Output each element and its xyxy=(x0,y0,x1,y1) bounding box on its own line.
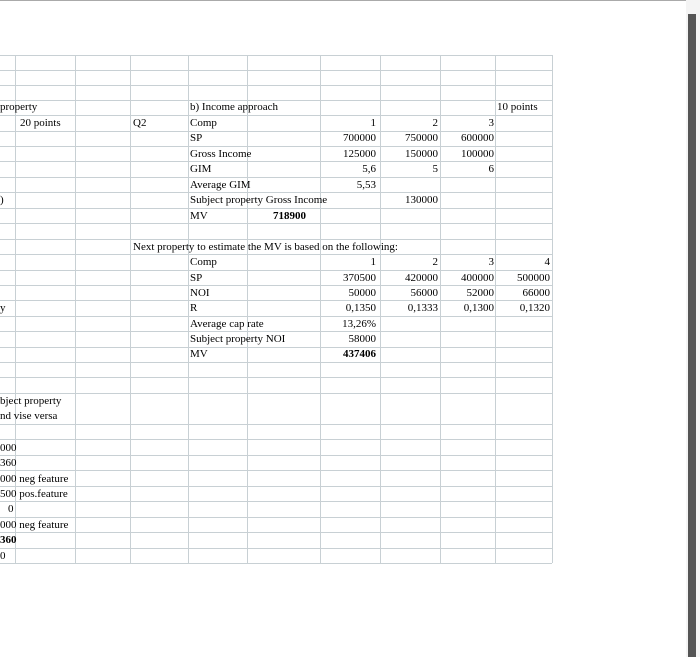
left-text-4: y xyxy=(0,302,6,314)
grid-row-line xyxy=(0,161,552,162)
gi-2: 150000 xyxy=(405,148,438,160)
np-comp-2: 2 xyxy=(432,256,438,268)
grid-row-line xyxy=(0,208,552,209)
np-comp-3: 3 xyxy=(488,256,494,268)
comp-1: 1 xyxy=(370,117,376,129)
grid-row-line xyxy=(0,300,552,301)
grid-row-line xyxy=(0,548,552,549)
grid-row-line xyxy=(0,70,552,71)
grid-row-line xyxy=(0,393,552,394)
grid-row-line xyxy=(0,270,552,271)
left-text-3: ) xyxy=(0,194,4,206)
grid-row-line xyxy=(0,85,552,86)
np-noi-4: 66000 xyxy=(522,287,550,299)
np-sp-2: 420000 xyxy=(405,272,438,284)
grid-row-line xyxy=(0,331,552,332)
grid-row-line xyxy=(0,347,552,348)
income-approach-header: b) Income approach xyxy=(190,101,278,113)
top-border xyxy=(0,0,688,1)
average-gim-label: Average GIM xyxy=(190,179,251,191)
left-text-13: 360 xyxy=(0,534,17,546)
grid-column-line xyxy=(75,55,76,563)
next-property-intro: Next property to estimate the MV is based on the following: xyxy=(133,241,398,253)
subject-gross-income-value: 130000 xyxy=(405,194,438,206)
grid-row-line xyxy=(0,377,552,378)
np-r-3: 0,1300 xyxy=(463,302,494,314)
grid-row-line xyxy=(0,285,552,286)
scrollbar-thumb[interactable] xyxy=(688,14,696,657)
comp-2: 2 xyxy=(432,117,438,129)
np-comp-label: Comp xyxy=(190,256,217,268)
grid-row-line xyxy=(0,192,552,193)
np-average-cap-value: 13,26% xyxy=(342,318,376,330)
left-text-2: 20 points xyxy=(20,117,61,129)
grid-column-line xyxy=(440,55,441,563)
comp-3: 3 xyxy=(488,117,494,129)
gi-3: 100000 xyxy=(461,148,494,160)
grid-row-line xyxy=(0,362,552,363)
left-text-12: 000 neg feature xyxy=(0,519,69,531)
left-text-14: 0 xyxy=(0,550,6,562)
grid-row-line xyxy=(0,424,552,425)
grid-row-line xyxy=(0,115,552,116)
np-r-4: 0,1320 xyxy=(519,302,550,314)
grid-row-line xyxy=(0,501,552,502)
np-comp-1: 1 xyxy=(370,256,376,268)
np-average-cap-label: Average cap rate xyxy=(190,318,264,330)
gi-1: 125000 xyxy=(343,148,376,160)
np-noi-1: 50000 xyxy=(348,287,376,299)
np-noi-3: 52000 xyxy=(466,287,494,299)
np-subject-noi-value: 58000 xyxy=(348,333,376,345)
grid-row-line xyxy=(0,316,552,317)
left-text-10: 500 pos.feature xyxy=(0,488,68,500)
np-sp-4: 500000 xyxy=(517,272,550,284)
gim-3: 6 xyxy=(488,163,494,175)
question-label: Q2 xyxy=(133,117,147,129)
left-text-9: 000 neg feature xyxy=(0,473,69,485)
left-text-7: 000 xyxy=(0,442,17,454)
comp-label: Comp xyxy=(190,117,217,129)
np-r-2: 0,1333 xyxy=(407,302,438,314)
gross-income-label: Gross Income xyxy=(190,148,252,160)
grid-column-line xyxy=(380,55,381,563)
grid-row-line xyxy=(0,486,552,487)
gim-label: GIM xyxy=(190,163,212,175)
mv-value: 718900 xyxy=(273,210,306,222)
gim-2: 5 xyxy=(432,163,438,175)
grid-row-line xyxy=(0,254,552,255)
grid-column-line xyxy=(552,55,553,563)
gim-1: 5,6 xyxy=(362,163,376,175)
sp-2: 750000 xyxy=(405,132,438,144)
left-text-8: 360 xyxy=(0,457,17,469)
left-text-11: 0 xyxy=(8,503,14,515)
np-sp-label: SP xyxy=(190,272,203,284)
left-text-1: property xyxy=(0,101,38,113)
sp-1: 700000 xyxy=(343,132,376,144)
grid-row-line xyxy=(0,517,552,518)
average-gim-value: 5,53 xyxy=(356,179,376,191)
np-sp-1: 370500 xyxy=(343,272,376,284)
points-label: 10 points xyxy=(497,101,538,113)
np-r-1: 0,1350 xyxy=(345,302,376,314)
grid-row-line xyxy=(0,146,552,147)
np-mv-value: 437406 xyxy=(343,348,376,360)
grid-column-line xyxy=(15,55,16,563)
grid-row-line xyxy=(0,439,552,440)
np-noi-2: 56000 xyxy=(410,287,438,299)
np-noi-label: NOI xyxy=(190,287,210,299)
sp-label: SP xyxy=(190,132,203,144)
grid-row-line xyxy=(0,532,552,533)
left-text-6: nd vise versa xyxy=(0,410,58,422)
left-text-5: bject property xyxy=(0,395,62,407)
grid-row-line xyxy=(0,239,552,240)
np-subject-noi-label: Subject property NOI xyxy=(190,333,286,345)
np-comp-4: 4 xyxy=(544,256,550,268)
subject-gross-income-label: Subject property Gross Income xyxy=(190,194,328,206)
grid-column-line xyxy=(130,55,131,563)
grid-row-line xyxy=(0,455,552,456)
sp-3: 600000 xyxy=(461,132,494,144)
np-mv-label: MV xyxy=(190,348,208,360)
mv-label: MV xyxy=(190,210,208,222)
grid-column-line xyxy=(247,55,248,563)
grid-row-line xyxy=(0,563,552,564)
np-sp-3: 400000 xyxy=(461,272,494,284)
grid-column-line xyxy=(495,55,496,563)
grid-row-line xyxy=(0,470,552,471)
np-r-label: R xyxy=(190,302,198,314)
grid-row-line xyxy=(0,177,552,178)
grid-column-line xyxy=(188,55,189,563)
grid-row-line xyxy=(0,55,552,56)
grid-row-line xyxy=(0,223,552,224)
